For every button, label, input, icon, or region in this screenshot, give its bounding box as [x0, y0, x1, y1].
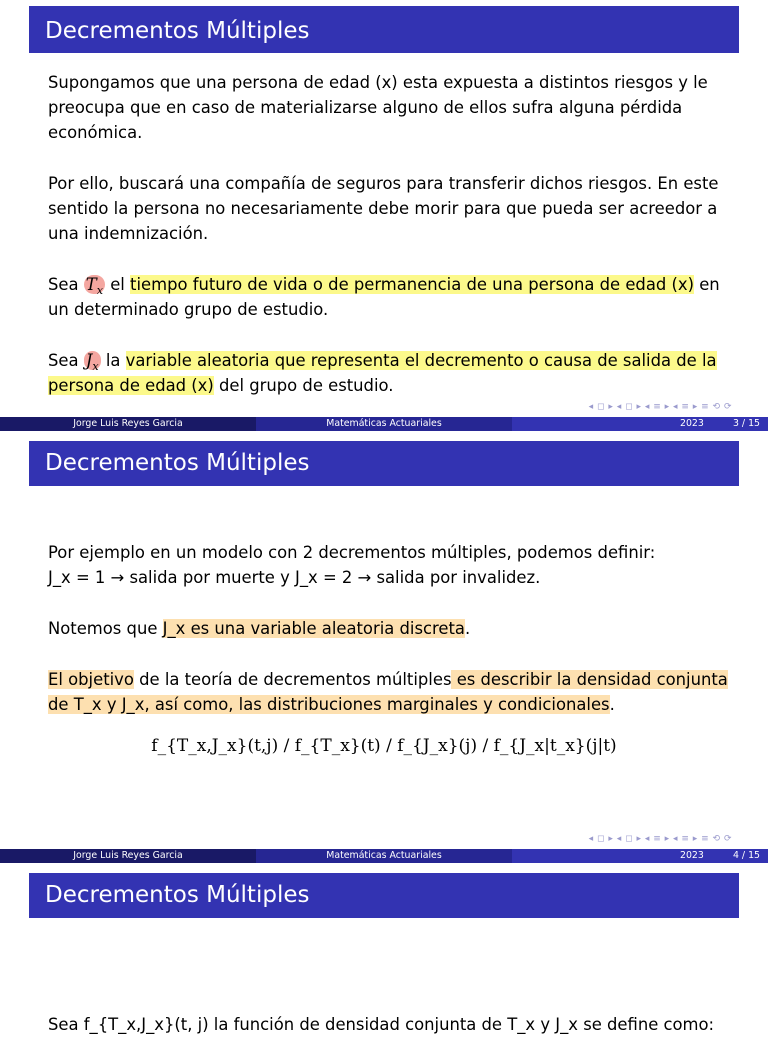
paragraph-insurance: Por ello, buscará una compañía de seguros para transferir dichos riesgos. En este sentido la persona no necesariamente debe morir para que pueda ser acreedor a una indemnización.	[48, 174, 719, 243]
jx-variable-marker: $J_x$	[85, 351, 99, 373]
footer-author: Jorge Luis Reyes Garcia	[0, 417, 256, 431]
paragraph-example-line1: Por ejemplo en un modelo con 2 decrementos múltiples, podemos definir:	[48, 543, 656, 562]
slide-title: Decrementos Múltiples	[29, 6, 739, 53]
paragraph-jx-definition: Sea $J_x$ la variable aleatoria que representa el decremento o causa de salida de la persona de edad (x) del grupo de estudio.	[48, 351, 717, 395]
slide-body	[48, 70, 738, 398]
paragraph-objective: El objetivo de la teoría de decrementos múltiples es describir la densidad conjunta de T_x y J_x, así como, las distribuciones marginales y condicionales.	[48, 670, 728, 714]
jx-definition-highlight: variable aleatoria que representa el decremento o causa de salida de la persona de edad (x)	[48, 351, 717, 395]
discrete-variable-highlight: J_x es una variable aleatoria discreta	[162, 619, 465, 638]
paragraph-tx-definition: Sea $T_x$ el tiempo futuro de vida o de permanencia de una persona de edad (x) en un determinado grupo de estudio.	[48, 275, 720, 319]
footer-page-number: 4 / 15	[732, 850, 760, 861]
density-functions-formula: f_{T_x,J_x}(t,j) / f_{T_x}(t) / f_{J_x}(j) / f_{J_x|t_x}(j|t)	[151, 736, 617, 756]
tx-definition-highlight: tiempo futuro de vida o de permanencia de una persona de edad (x)	[130, 275, 694, 294]
slide-4	[0, 432, 768, 864]
tx-variable-marker: $T_x$	[85, 275, 103, 297]
paragraph-discrete-note: Notemos que J_x es una variable aleatoria discreta.	[48, 619, 471, 638]
beamer-navigation-icons[interactable]: ◂ ◻ ▸ ◂ ◻ ▸ ◂ ≡ ▸ ◂ ≡ ▸ ≡ ⟲ ⟳	[588, 402, 732, 412]
slide-footer	[0, 849, 768, 863]
slide-body	[48, 540, 738, 717]
footer-year: 2023	[680, 418, 704, 429]
footer-course: Matemáticas Actuariales	[256, 417, 512, 431]
slide-5	[0, 864, 768, 1034]
paragraph-joint-density: Sea f_{T_x,J_x}(t, j) la función de densidad conjunta de T_x y J_x se define como:	[48, 1015, 715, 1034]
paragraph-intro: Supongamos que una persona de edad (x) esta expuesta a distintos riesgos y le preocupa que en caso de materializarse alguno de ellos sufra alguna pérdida económica.	[48, 73, 708, 142]
footer-course: Matemáticas Actuariales	[256, 849, 512, 863]
footer-page-number: 3 / 15	[732, 418, 760, 429]
slide-title: Decrementos Múltiples	[29, 873, 739, 918]
objective-highlight: El objetivo	[48, 670, 134, 689]
slide-title: Decrementos Múltiples	[29, 441, 739, 486]
slide-footer	[0, 417, 768, 431]
footer-year: 2023	[680, 850, 704, 861]
slide-3	[0, 0, 768, 432]
beamer-navigation-icons[interactable]: ◂ ◻ ▸ ◂ ◻ ▸ ◂ ≡ ▸ ◂ ≡ ▸ ≡ ⟲ ⟳	[588, 834, 732, 844]
density-description-highlight: es describir la densidad conjunta de T_x y J_x, así como, las distribuciones marginales y condicionales	[48, 670, 728, 714]
footer-author: Jorge Luis Reyes Garcia	[0, 849, 256, 863]
paragraph-example-line2: J_x = 1 → salida por muerte y J_x = 2 → salida por invalidez.	[48, 568, 541, 587]
slide-body	[48, 1012, 738, 1037]
